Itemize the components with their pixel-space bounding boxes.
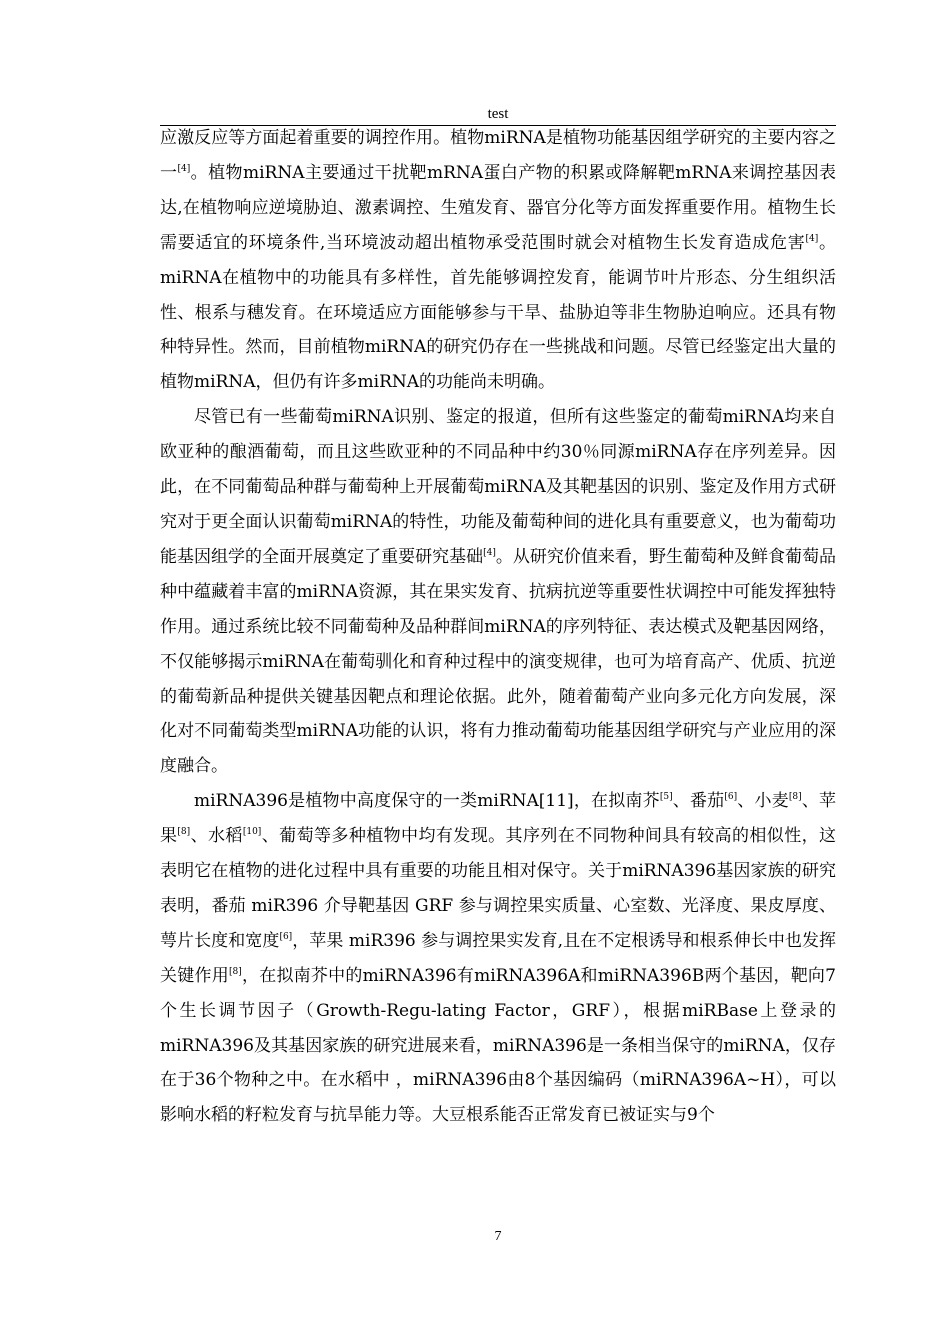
citation-marker: [4] <box>483 547 496 558</box>
paragraph-text: 、小麦 <box>737 791 789 812</box>
citation-marker: [8] <box>177 827 191 838</box>
citation-marker: [10] <box>242 827 262 838</box>
paragraph-text: ，苹果 miR396 参与调控果实发育,且在不定根诱导和根系伸长中也发挥关键作用 <box>160 930 837 986</box>
paragraph <box>160 121 836 400</box>
citation-marker: [8] <box>228 966 242 977</box>
paragraph-text: 应激反应等方面起着重要的调控作用。植物miRNA是植物功能基因组学研究的主要内容之一 <box>160 128 836 183</box>
body-text <box>160 121 836 1133</box>
paragraph-text: 、水稻 <box>190 826 243 847</box>
paragraph-text: ，在拟南芥中的miRNA396有miRNA396A和miRNA396B两个基因，靶向7个生长调节因子（Growth-Regu-lating Factor，GRF），根据miRBase上登录的miRNA396及其基因家族的研究进展来看，miRNA396是一条相当保守的miRNA，仅存在于36个物种之中。在水稻中 ，miRNA396由8个基因编码（miRNA396A~H），可以影响水稻的籽粒发育与抗旱能力等。大豆根系能否正常发育已被证实与9个 <box>160 965 836 1126</box>
paragraph-text: miRNA396是植物中高度保守的一类miRNA[11]，在拟南芥 <box>194 791 660 812</box>
paragraph-text: 。植物miRNA主要通过干扰靶mRNA蛋白产物的积累或降解靶mRNA来调控基因表达,在植物响应逆境胁迫、激素调控、生殖发育、器官分化等方面发挥重要作用。植物生长需要适宜的环境条件,当环境波动超出植物承受范围时就会对植物生长发育造成危害 <box>160 162 837 253</box>
running-header: test <box>487 106 509 122</box>
paragraph-text: 。从研究价值来看，野生葡萄种及鲜食葡萄品种中蕴藏着丰富的miRNA资源，其在果实发育、抗病抗逆等重要性状调控中可能发挥独特作用。通过系统比较不同葡萄种及品种群间miRNA的序列特征、表达模式及靶基因网络，不仅能够揭示miRNA在葡萄驯化和育种过程中的演变规律，也可为培育高产、优质、抗逆的葡萄新品种提供关键基因靶点和理论依据。此外，随着葡萄产业向多元化方向发展，深化对不同葡萄类型miRNA功能的认识，将有力推动葡萄功能基因组学研究与产业应用的深度融合。 <box>160 546 837 777</box>
citation-marker: [8] <box>788 792 802 803</box>
citation-marker: [4] <box>177 163 191 174</box>
paragraph-text: 、番茄 <box>672 791 725 812</box>
paragraph <box>160 784 836 1133</box>
page-number: 7 <box>494 1229 502 1244</box>
citation-marker: [6] <box>279 931 293 942</box>
paragraph-text: 尽管已有一些葡萄miRNA识别、鉴定的报道，但所有这些鉴定的葡萄miRNA均来自欧亚种的酿酒葡萄，而且这些欧亚种的不同品种中约30％同源miRNA存在序列差异。因此，在不同葡萄品种群与葡萄种上开展葡萄miRNA及其靶基因的识别、鉴定及作用方式研究对于更全面认识葡萄miRNA的特性，功能及葡萄种间的进化具有重要意义，也为葡萄功能基因组学的全面开展奠定了重要研究基础 <box>160 407 836 567</box>
paragraph-text: 、葡萄等多种植物中均有发现。其序列在不同物种间具有较高的相似性，这表明它在植物的进化过程中具有重要的功能且相对保守。关于miRNA396基因家族的研究表明，番茄 miR396 介导靶基因 GRF 参与调控果实质量、心室数、光泽度、果皮厚度、萼片长度和宽度 <box>160 826 837 951</box>
paragraph <box>160 400 836 784</box>
citation-marker: [4] <box>805 233 819 244</box>
citation-marker: [5] <box>659 792 673 803</box>
paragraph-text: 、苹果 <box>160 791 837 847</box>
paragraph-text: 。miRNA在植物中的功能具有多样性，首先能够调控发育，能调节叶片形态、分生组织活性、根系与穗发育。在环境适应方面能够参与干旱、盐胁迫等非生物胁迫响应。还具有物种特异性。然而，目前植物miRNA的研究仍存在一些挑战和问题。尽管已经鉴定出大量的植物miRNA，但仍有许多miRNA的功能尚未明确。 <box>160 232 837 393</box>
citation-marker: [6] <box>724 792 738 803</box>
